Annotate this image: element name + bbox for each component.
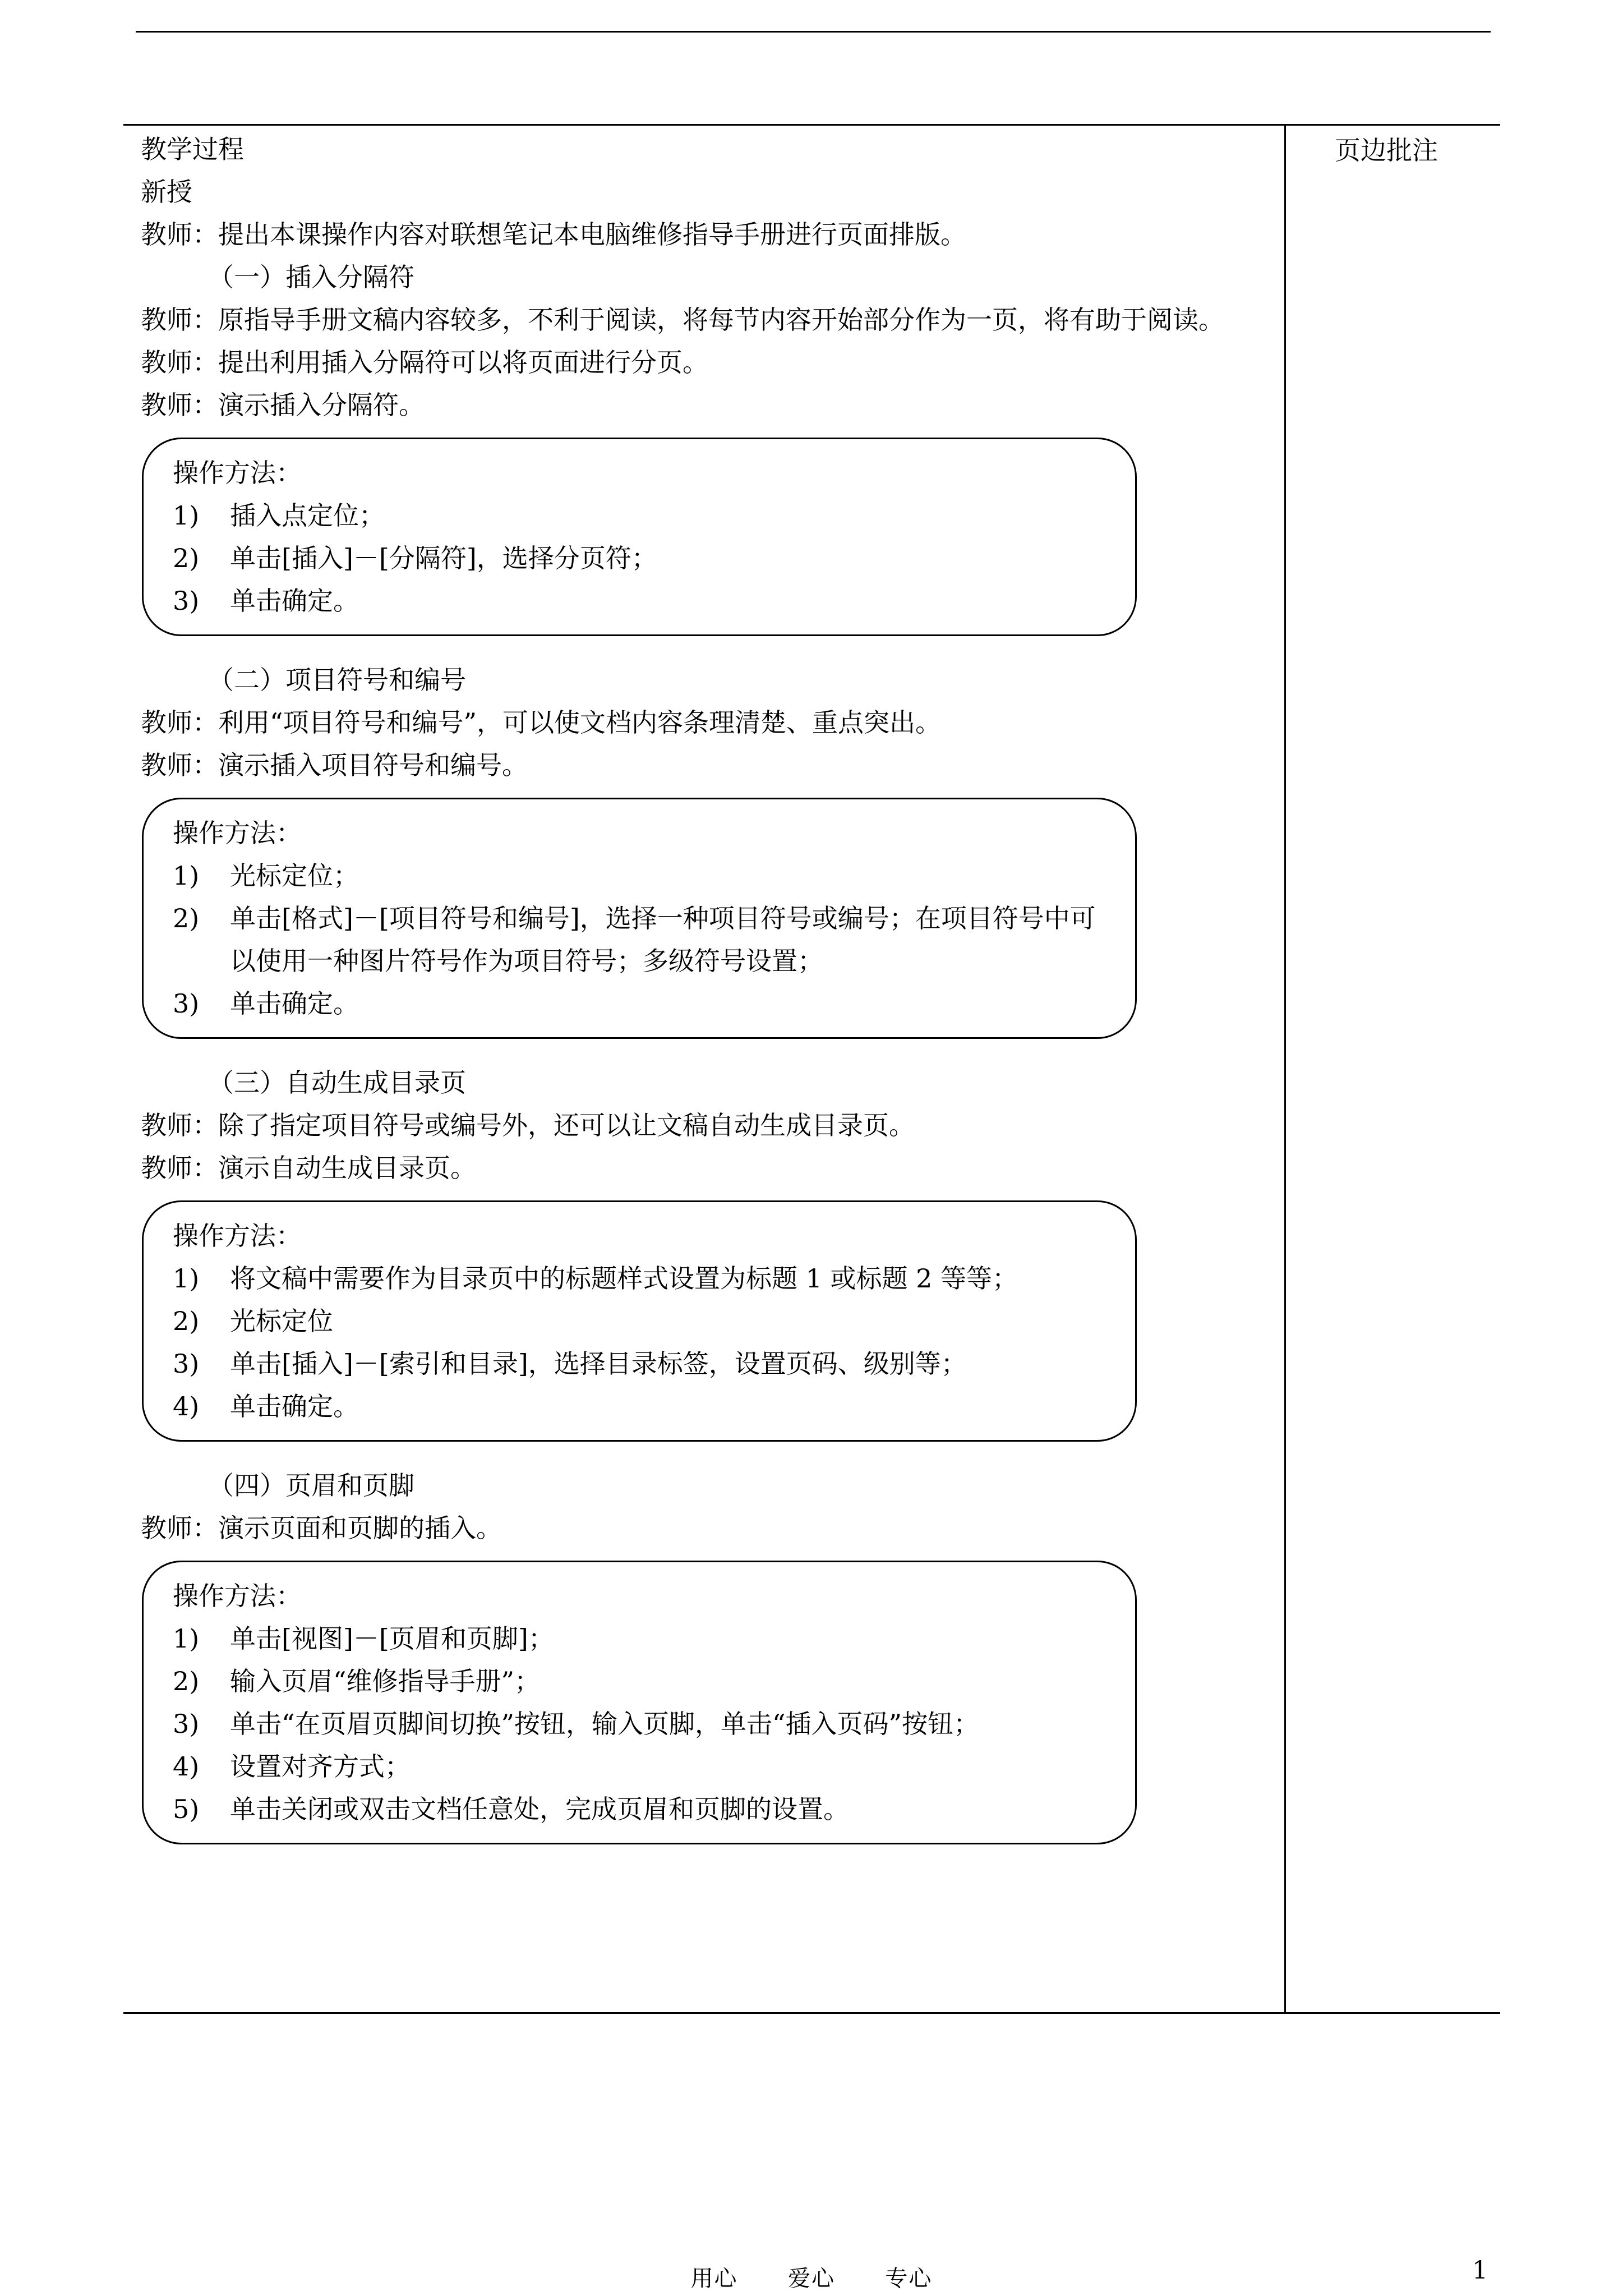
step-text: 单击[插入]－[索引和目录]，选择目录标签，设置页码、级别等； bbox=[230, 1349, 967, 1379]
step-number: 1) bbox=[173, 500, 200, 531]
step-text: 输入页眉“维修指导手册”； bbox=[230, 1666, 541, 1696]
heading: 教学过程 bbox=[141, 134, 244, 164]
method-step bbox=[173, 897, 1113, 982]
table-top-border bbox=[123, 124, 1500, 126]
method-step bbox=[173, 1617, 1113, 1660]
teacher-line: 教师：演示自动生成目录页。 bbox=[141, 1153, 476, 1183]
teacher-line: 教师：原指导手册文稿内容较多，不利于阅读，将每节内容开始部分作为一页，将有助于阅读。 bbox=[141, 305, 1224, 335]
step-text: 光标定位； bbox=[230, 861, 359, 891]
step-text: 光标定位 bbox=[230, 1306, 333, 1336]
teacher-line: 教师：提出利用插入分隔符可以将页面进行分页。 bbox=[141, 347, 708, 378]
step-text: 插入点定位； bbox=[230, 500, 385, 531]
step-number: 1) bbox=[173, 1623, 200, 1654]
step-text: 单击[格式]－[项目符号和编号]，选择一种项目符号或编号；在项目符号中可以使用一种图片符号作为项目符号；多级符号设置； bbox=[230, 903, 1096, 976]
method-title: 操作方法： bbox=[173, 458, 302, 488]
column-divider bbox=[1284, 124, 1286, 2012]
step-number: 1) bbox=[173, 1263, 200, 1294]
step-text: 单击确定。 bbox=[230, 988, 359, 1019]
section-title: （二）项目符号和编号 bbox=[208, 665, 466, 695]
teacher-line: 教师：演示插入分隔符。 bbox=[141, 390, 425, 420]
step-text: 单击关闭或双击文档任意处，完成页眉和页脚的设置。 bbox=[230, 1794, 849, 1824]
lesson-content bbox=[141, 128, 1274, 1844]
method-step bbox=[173, 982, 1113, 1025]
step-text: 设置对齐方式； bbox=[230, 1751, 411, 1782]
method-box bbox=[142, 1561, 1137, 1844]
teacher-line: 教师：演示插入项目符号和编号。 bbox=[141, 750, 528, 780]
step-number: 2) bbox=[173, 1306, 200, 1336]
step-number: 2) bbox=[173, 903, 200, 933]
table-bottom-border bbox=[123, 2012, 1500, 2014]
step-text: 单击确定。 bbox=[230, 586, 359, 616]
section-title: （三）自动生成目录页 bbox=[208, 1068, 466, 1098]
step-text: 单击[插入]－[分隔符]，选择分页符； bbox=[230, 543, 657, 573]
method-step bbox=[173, 1788, 1113, 1830]
section-title: （一）插入分隔符 bbox=[208, 262, 414, 292]
header-rule bbox=[136, 31, 1491, 33]
method-title: 操作方法： bbox=[173, 1221, 302, 1251]
step-number: 3) bbox=[173, 1709, 200, 1739]
step-number: 2) bbox=[173, 543, 200, 573]
teacher-line: 教师：利用“项目符号和编号”，可以使文档内容条理清楚、重点突出。 bbox=[141, 707, 942, 738]
method-step bbox=[173, 1703, 1113, 1745]
method-title: 操作方法： bbox=[173, 818, 302, 848]
intro-line: 教师：提出本课操作内容对联想笔记本电脑维修指导手册进行页面排版。 bbox=[141, 219, 966, 250]
teacher-line: 教师：除了指定项目符号或编号外，还可以让文稿自动生成目录页。 bbox=[141, 1110, 915, 1140]
page-number: 1 bbox=[1472, 2256, 1488, 2285]
method-box bbox=[142, 438, 1137, 636]
method-step bbox=[173, 579, 1113, 622]
method-step bbox=[173, 1385, 1113, 1428]
step-number: 1) bbox=[173, 861, 200, 891]
step-text: 单击确定。 bbox=[230, 1391, 359, 1421]
page-footer: 用心 爱心 专心 bbox=[690, 2266, 933, 2292]
section-title: （四）页眉和页脚 bbox=[208, 1470, 414, 1501]
method-box bbox=[142, 1200, 1137, 1442]
method-step bbox=[173, 494, 1113, 537]
step-number: 5) bbox=[173, 1794, 200, 1824]
step-number: 4) bbox=[173, 1751, 200, 1782]
method-step bbox=[173, 1300, 1113, 1342]
method-title: 操作方法： bbox=[173, 1581, 302, 1611]
step-text: 单击[视图]－[页眉和页脚]； bbox=[230, 1623, 554, 1654]
method-step bbox=[173, 537, 1113, 579]
step-number: 2) bbox=[173, 1666, 200, 1696]
step-text: 将文稿中需要作为目录页中的标题样式设置为标题 1 或标题 2 等等； bbox=[230, 1263, 1018, 1294]
method-step bbox=[173, 1660, 1113, 1703]
step-number: 4) bbox=[173, 1391, 200, 1421]
method-step bbox=[173, 854, 1113, 897]
method-step bbox=[173, 1745, 1113, 1788]
step-number: 3) bbox=[173, 586, 200, 616]
method-step bbox=[173, 1257, 1113, 1300]
step-number: 3) bbox=[173, 1349, 200, 1379]
step-text: 单击“在页眉页脚间切换”按钮，输入页脚，单击“插入页码”按钮； bbox=[230, 1709, 980, 1739]
subheading: 新授 bbox=[141, 177, 192, 207]
margin-notes-header: 页边批注 bbox=[1335, 135, 1438, 165]
step-number: 3) bbox=[173, 988, 200, 1019]
method-step bbox=[173, 1342, 1113, 1385]
method-box bbox=[142, 798, 1137, 1039]
teacher-line: 教师：演示页面和页脚的插入。 bbox=[141, 1513, 502, 1543]
